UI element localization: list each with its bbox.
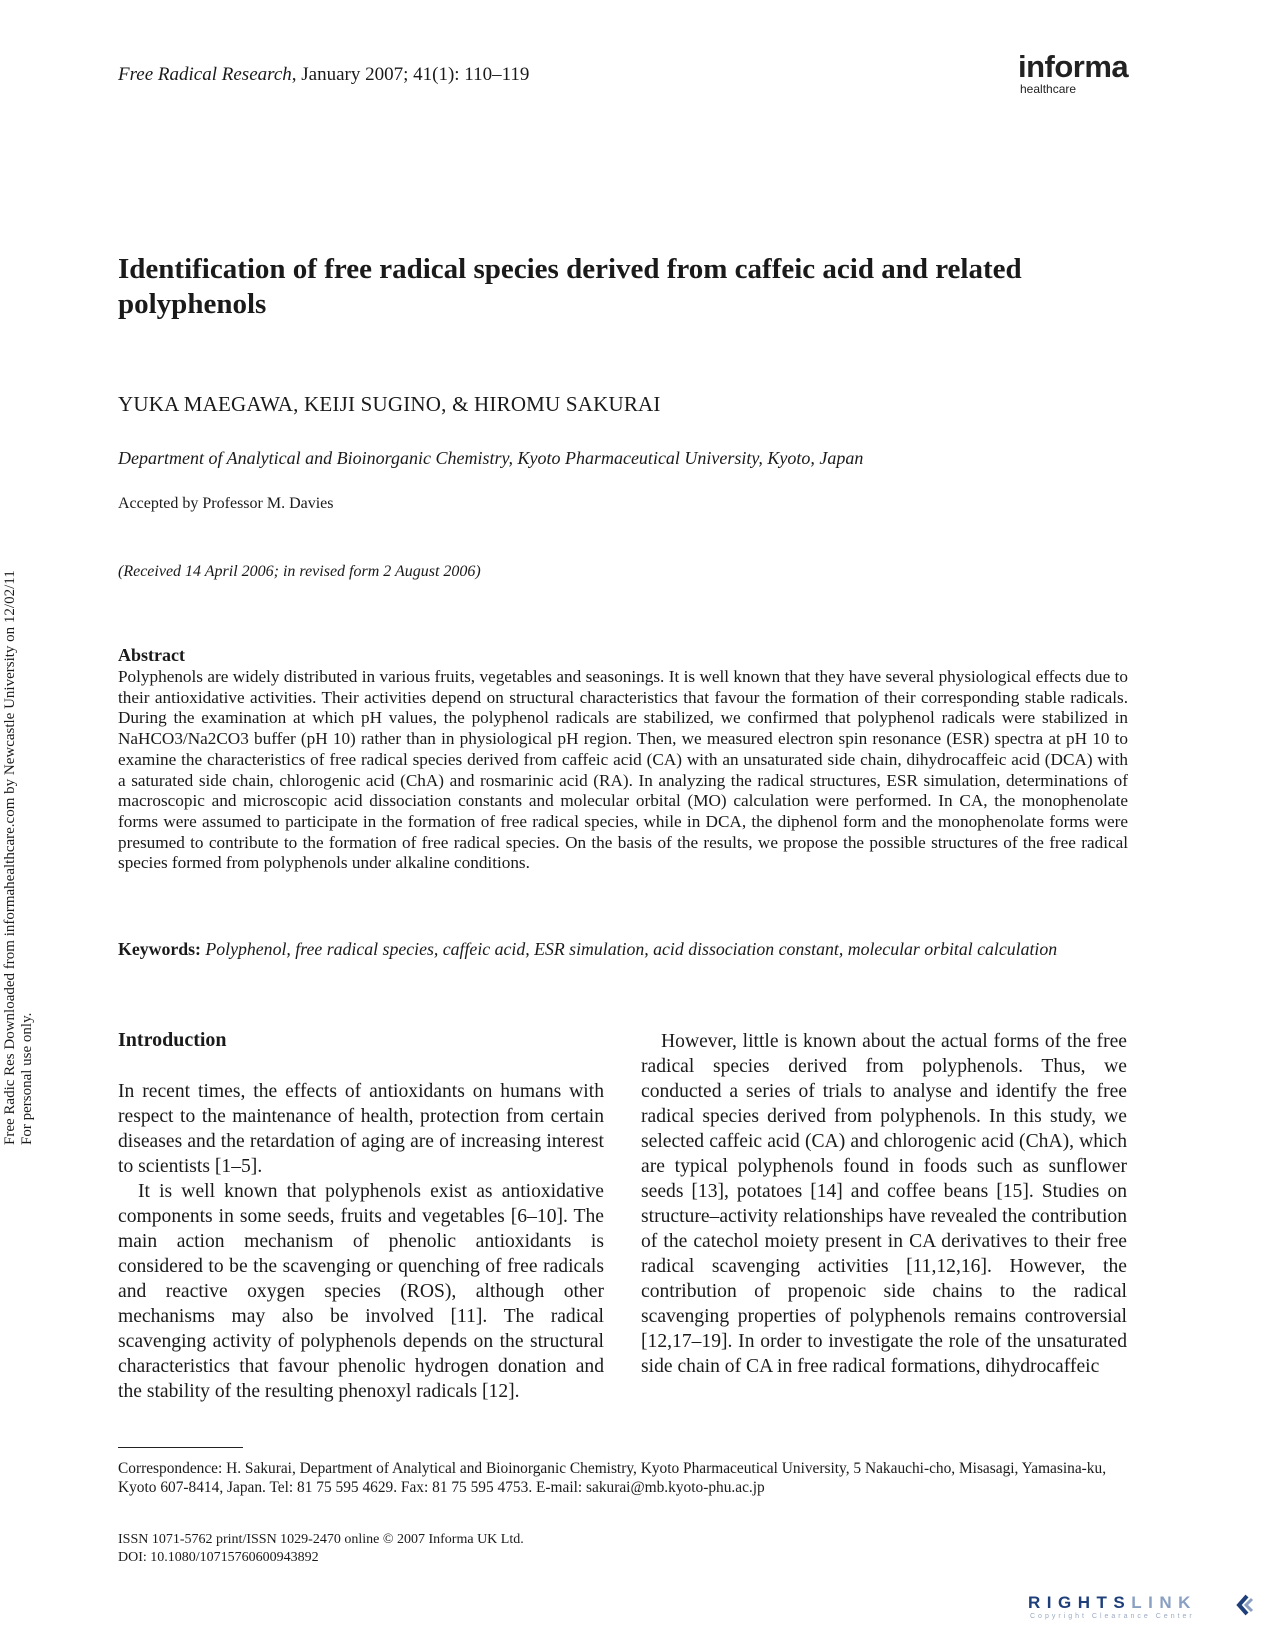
journal-name: Free Radical Research xyxy=(118,64,292,85)
affiliation: Department of Analytical and Bioinorganic Chemistry, Kyoto Pharmaceutical University, Kyoto, Japan xyxy=(118,448,864,468)
rightslink-logo[interactable] xyxy=(1028,1594,1260,1624)
publisher-logo-name: informa xyxy=(1018,49,1129,84)
right-column xyxy=(641,1029,1127,1379)
abstract-heading: Abstract xyxy=(118,645,185,665)
issn-block xyxy=(118,1531,524,1567)
received-dates: (Received 14 April 2006; in revised form 2 August 2006) xyxy=(118,563,481,580)
intro-paragraph: It is well known that polyphenols exist as antioxidative components in some seeds, fruits and vegetables [6–10]. The main action mechanism of phenolic antioxidants is considered to be the scavenging or quenching of free radicals and reactive oxygen species (ROS), although other mechanisms may also be involved [11]. The radical scavenging activity of polyphenols depends on the structural characteristics that favour phenolic hydrogen donation and the stability of the resulting phenoxyl radicals [12]. xyxy=(118,1181,604,1402)
keywords-text: Polyphenol, free radical species, caffeic acid, ESR simulation, acid dissociation constant, molecular orbital calculation xyxy=(205,939,1058,959)
left-column xyxy=(118,1079,604,1404)
rightslink-part1: RIGHTS xyxy=(1028,1593,1132,1612)
footnote-divider xyxy=(118,1447,243,1448)
accepted-by: Accepted by Professor M. Davies xyxy=(118,495,334,512)
intro-paragraph: However, little is known about the actual forms of the free radical species derived from polyphenols. Thus, we conducted a series of trials to analyse and identify the free radical species derived from polyphenols. In this study, we selected caffeic acid (CA) and chlorogenic acid (ChA), which are typical polyphenols found in foods such as sunflower seeds [13], potatoes [14] and coffee beans [15]. Studies on structure–activity relationships have revealed the contribution of the catechol moiety present in CA derivatives to their free radical scavenging activities [11,12,16]. However, the contribution of propenoic side chains to the radical scavenging properties of polyphenols remains controversial [12,17–19]. In order to investigate the role of the unsaturated side chain of CA in free radical formations, dihydrocaffeic xyxy=(641,1031,1127,1377)
issn-line: ISSN 1071-5762 print/ISSN 1029-2470 online © 2007 Informa UK Ltd. xyxy=(118,1532,524,1547)
download-notice-line2: For personal use only. xyxy=(19,1012,35,1145)
publisher-logo xyxy=(1018,49,1129,96)
rightslink-part2: LINK xyxy=(1131,1593,1197,1612)
rightslink-sub: Copyright Clearance Center xyxy=(1030,1613,1195,1620)
introduction-heading: Introduction xyxy=(118,1029,227,1051)
paper-title: Identification of free radical species derived from caffeic acid and related polyphenols xyxy=(118,253,1022,320)
keywords-label: Keywords: xyxy=(118,939,201,959)
journal-issue: , January 2007; 41(1): 110–119 xyxy=(291,64,530,85)
download-notice-line1: Free Radic Res Downloaded from informahealthcare.com by Newcastle University on 12/02/11 xyxy=(2,570,18,1145)
journal-citation xyxy=(118,64,529,86)
correspondence-footnote: Correspondence: H. Sakurai, Department of Analytical and Bioinorganic Chemistry, Kyoto Pharmaceutical University, 5 Nakauchi-cho, Misasagi, Yamasina-ku, Kyoto 607-8414, Japan. Tel: 81 75 595 4629. Fax: 81 75 595 4753. E-mail: sakurai@mb.kyoto-phu.ac.jp xyxy=(118,1460,1107,1496)
publisher-logo-sub: healthcare xyxy=(1020,82,1077,96)
download-notice xyxy=(2,505,35,1145)
keywords xyxy=(118,938,1128,961)
chevron-arrow-icon xyxy=(1235,1594,1255,1616)
abstract-text: Polyphenols are widely distributed in various fruits, vegetables and seasonings. It is well known that they have several physiological effects due to their antioxidative activities. Their activities depend on structural characteristics that favour the formation of their corresponding stable radicals. During the examination at which pH values, the polyphenol radicals are stabilized, we confirmed that polyphenol radicals were stabilized in NaHCO3/Na2CO3 buffer (pH 10) rather than in physiological pH region. Then, we measured electron spin resonance (ESR) spectra at pH 10 to examine the characteristics of free radical species derived from caffeic acid (CA) with an unsaturated side chain, dihydrocaffeic acid (DCA) with a saturated side chain, chlorogenic acid (ChA) and rosmarinic acid (RA). In analyzing the radical structures, ESR simulation, determinations of macroscopic and microscopic acid dissociation constants and molecular orbital (MO) calculation were performed. In CA, the monophenolate forms were assumed to participate in the formation of free radical species, while in DCA, the diphenol form and the monophenolate forms were presumed to contribute to the formation of free radical species. On the basis of the results, we propose the possible structures of the free radical species formed from polyphenols under alkaline conditions. xyxy=(118,667,1128,873)
intro-paragraph: In recent times, the effects of antioxidants on humans with respect to the maintenance of health, protection from certain diseases and the retardation of aging are of increasing interest to scientists [1–5]. xyxy=(118,1081,604,1177)
authors: YUKA MAEGAWA, KEIJI SUGINO, & HIROMU SAKURAI xyxy=(118,392,661,416)
doi-line: DOI: 10.1080/10715760600943892 xyxy=(118,1550,319,1565)
